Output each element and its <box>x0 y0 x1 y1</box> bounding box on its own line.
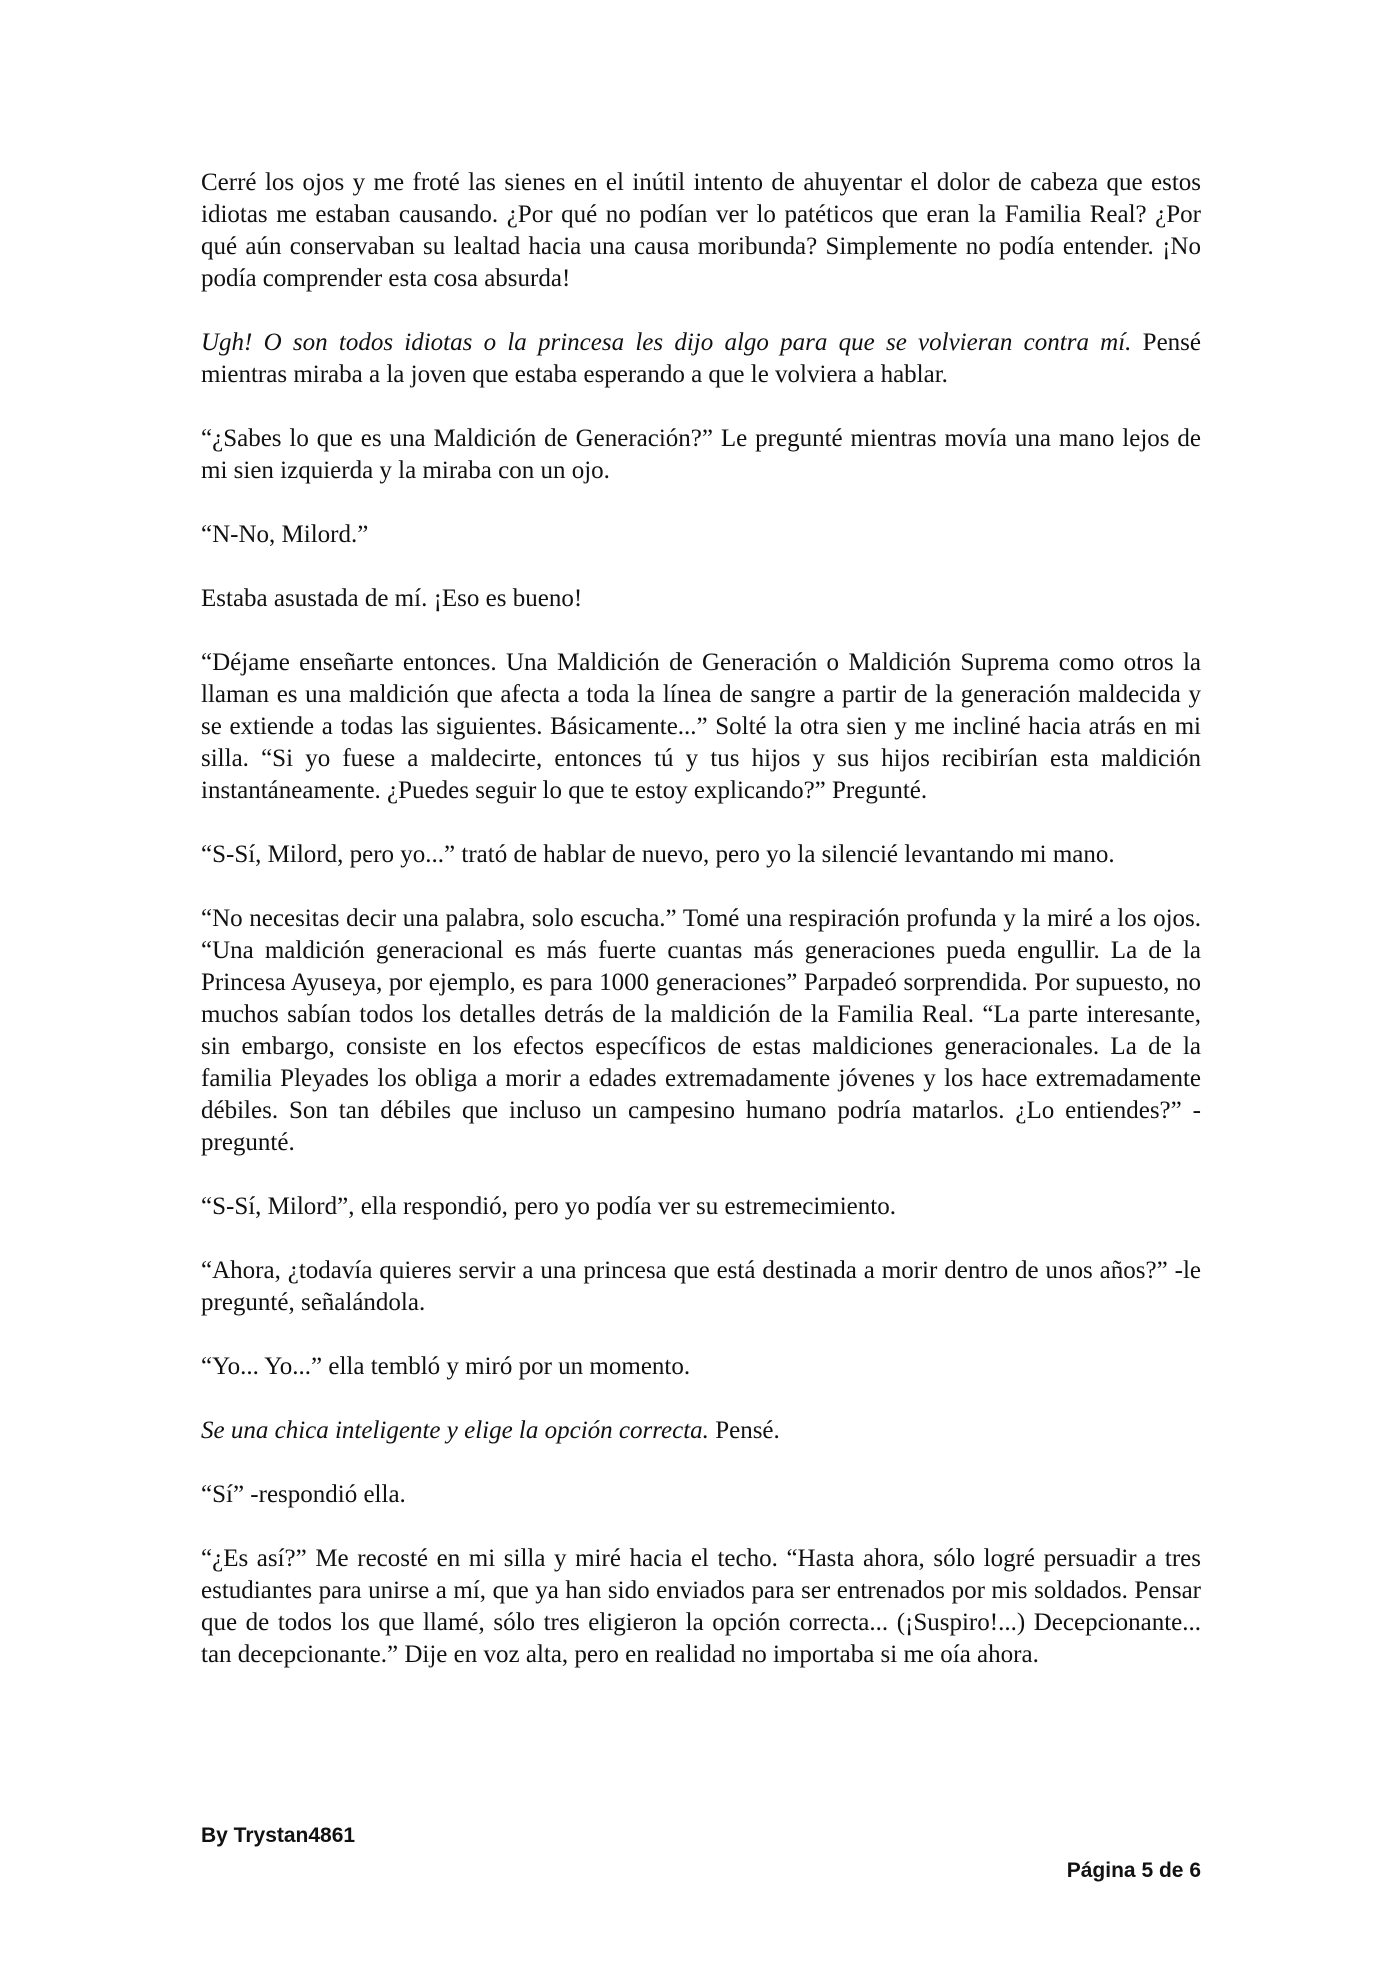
page-separator: de <box>1153 1859 1190 1882</box>
body-text <box>201 167 1201 1671</box>
paragraph-12-text: Pensé. <box>708 1417 780 1444</box>
paragraph-4: “N-No, Milord.” <box>201 521 369 548</box>
paragraph-2-thought: Ugh! O son todos idiotas o la princesa les dijo algo para que se volvieran contra mí. <box>201 329 1132 356</box>
page-current: 5 <box>1141 1859 1154 1882</box>
paragraph-2-text: Pensé mientras miraba a la joven que estaba esperando a que le volviera a hablar. <box>201 329 1201 388</box>
paragraph-9: “S-Sí, Milord”, ella respondió, pero yo podía ver su estremecimiento. <box>201 1193 896 1220</box>
paragraph-1: Cerré los ojos y me froté las sienes en el inútil intento de ahuyentar el dolor de cabeza que estos idiotas me estaban causando. ¿Por qué no podían ver lo patéticos que eran la Familia Real? ¿Por qué aún conservaban su lealtad hacia una causa moribunda? Simplemente no podía entender. ¡No podía comprender esta cosa absurda! <box>201 169 1201 292</box>
paragraph-5: Estaba asustada de mí. ¡Eso es bueno! <box>201 585 583 612</box>
paragraph-6: “Déjame enseñarte entonces. Una Maldición de Generación o Maldición Suprema como otros la llaman es una maldición que afecta a toda la línea de sangre a partir de la generación maldecida y se extiende a todas las siguientes. Básicamente...” Solté la otra sien y me incliné hacia atrás en mi silla. “Si yo fuese a maldecirte, entonces tú y tus hijos y sus hijos recibirían esta maldición instantáneamente. ¿Puedes seguir lo que te estoy explicando?” Pregunté. <box>201 649 1201 804</box>
page-prefix: Página <box>1066 1859 1142 1882</box>
paragraph-7: “S-Sí, Milord, pero yo...” trató de hablar de nuevo, pero yo la silencié levantando mi mano. <box>201 841 1115 868</box>
paragraph-12 <box>201 1415 1201 1447</box>
page-total: 6 <box>1189 1859 1201 1882</box>
paragraph-12-thought: Se una chica inteligente y elige la opción correcta. <box>201 1417 709 1444</box>
paragraph-3: “¿Sabes lo que es una Maldición de Generación?” Le pregunté mientras movía una mano lejos de mi sien izquierda y la miraba con un ojo. <box>201 425 1201 484</box>
paragraph-13: “Sí” -respondió ella. <box>201 1481 406 1508</box>
page-number-label <box>1067 1859 1201 1883</box>
paragraph-10: “Ahora, ¿todavía quieres servir a una princesa que está destinada a morir dentro de unos años?” -le pregunté, señalándola. <box>201 1257 1201 1316</box>
paragraph-8: “No necesitas decir una palabra, solo escucha.” Tomé una respiración profunda y la miré a los ojos. “Una maldición generacional es más fuerte cuantas más generaciones pueda engullir. La de la Princesa Ayuseya, por ejemplo, es para 1000 generaciones” Parpadeó sorprendida. Por supuesto, no muchos sabían todos los detalles detrás de la maldición de la Familia Real. “La parte interesante, sin embargo, consiste en los efectos específicos de estas maldiciones generacionales. La de la familia Pleyades los obliga a morir a edades extremadamente jóvenes y los hace extremadamente débiles. Son tan débiles que incluso un campesino humano podría matarlos. ¿Lo entiendes?” -pregunté. <box>201 905 1201 1156</box>
paragraph-2 <box>201 327 1201 391</box>
paragraph-11: “Yo... Yo...” ella tembló y miró por un momento. <box>201 1353 691 1380</box>
paragraph-14: “¿Es así?” Me recosté en mi silla y miré hacia el techo. “Hasta ahora, sólo logré persuadir a tres estudiantes para unirse a mí, que ya han sido enviados para ser entrenados por mis soldados. Pensar que de todos los que llamé, sólo tres eligieron la opción correcta... (¡Suspiro!...) Decepcionante... tan decepcionante.” Dije en voz alta, pero en realidad no importaba si me oía ahora. <box>201 1545 1201 1668</box>
footer-author: By Trystan4861 <box>201 1824 356 1847</box>
